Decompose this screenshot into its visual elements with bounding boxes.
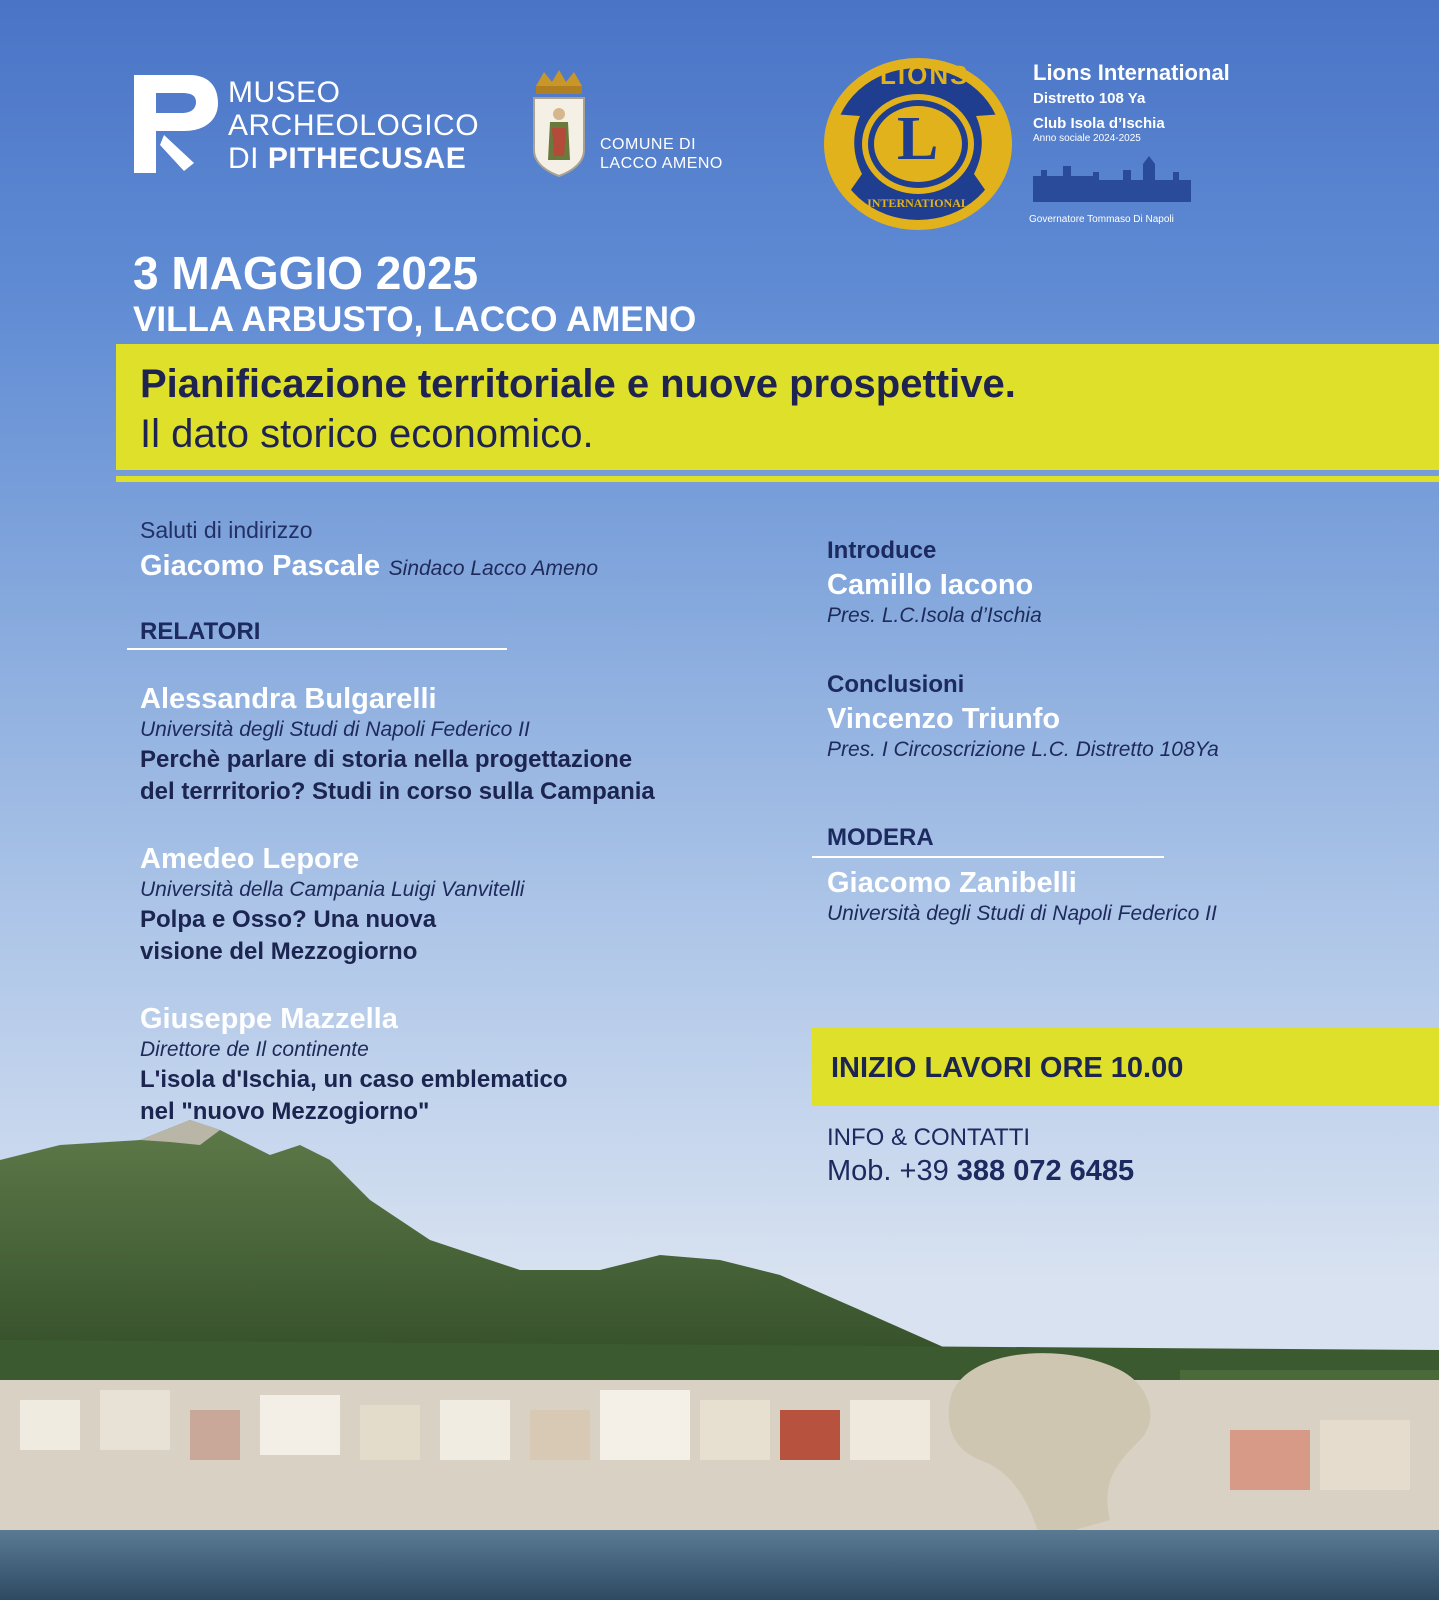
- comune-line2: LACCO AMENO: [600, 155, 723, 172]
- mobile-contact: [827, 1155, 1134, 1188]
- comune-crest-icon: [530, 68, 588, 178]
- lions-emblem-letter: L: [897, 105, 939, 173]
- speaker-talk-line2: del terrritorio? Studi in corso sulla Campania: [140, 778, 655, 805]
- museo-name: [228, 76, 479, 175]
- lions-emblem-bottom-text: INTERNATIONAL: [867, 196, 969, 210]
- museo-line3: DI PITHECUSAE: [228, 142, 467, 175]
- governatore: Governatore Tommaso Di Napoli: [1029, 214, 1174, 225]
- event-title: Pianificazione territoriale e nuove prospettive.: [140, 362, 1016, 406]
- speaker-2: [140, 843, 780, 968]
- event-date: 3 MAGGIO 2025: [133, 247, 479, 299]
- conclusioni-name: Vincenzo Triunfo: [827, 703, 1061, 735]
- modera-role: Università degli Studi di Napoli Federico II: [827, 902, 1217, 925]
- speaker-1: [140, 683, 780, 808]
- conclusioni-role: Pres. I Circoscrizione L.C. Distretto 108Ya: [827, 738, 1219, 761]
- comune-line1: COMUNE DI: [600, 136, 697, 153]
- modera-name: Giacomo Zanibelli: [827, 867, 1077, 899]
- title-band-underline: [116, 476, 1439, 482]
- introduce-label: Introduce: [827, 537, 937, 564]
- speaker-3: [140, 1003, 780, 1128]
- speaker-talk-line1: L'isola d'Ischia, un caso emblematico: [140, 1066, 568, 1093]
- museo-p-logo-icon: [134, 75, 218, 173]
- info-label: INFO & CONTATTI: [827, 1124, 1031, 1151]
- speaker-affiliation: Università della Campania Luigi Vanvitelli: [140, 878, 525, 901]
- event-subtitle: Il dato storico economico.: [140, 412, 594, 456]
- modera-label: MODERA: [827, 824, 934, 851]
- lions-club: Club Isola d’Ischia: [1033, 115, 1165, 132]
- mobile-prefix: Mob. +39: [827, 1155, 957, 1187]
- relatori-label: RELATORI: [140, 618, 261, 645]
- conclusioni-block: [827, 671, 1427, 762]
- speaker-name: Amedeo Lepore: [140, 843, 360, 875]
- museo-line2: ARCHEOLOGICO: [228, 109, 480, 142]
- introduce-role: Pres. L.C.Isola d’Ischia: [827, 604, 1042, 627]
- town-buildings: [0, 1380, 1439, 1530]
- saluti-label: Saluti di indirizzo: [140, 517, 313, 543]
- speaker-name: Giuseppe Mazzella: [140, 1003, 398, 1035]
- relatori-divider: [127, 648, 507, 650]
- comune-name: [600, 135, 723, 173]
- lions-title: Lions International: [1033, 60, 1230, 85]
- lions-emblem-top-text: LIONS: [880, 60, 970, 90]
- lions-club-info: [1033, 60, 1230, 144]
- inizio-lavori: INIZIO LAVORI ORE 10.00: [831, 1052, 1184, 1084]
- speaker-talk-line1: Polpa e Osso? Una nuova: [140, 906, 437, 933]
- conclusioni-label: Conclusioni: [827, 671, 965, 698]
- introduce-name: Camillo Iacono: [827, 569, 1034, 601]
- speaker-affiliation: Università degli Studi di Napoli Federico II: [140, 718, 530, 741]
- speaker-talk-line2: visione del Mezzogiorno: [140, 938, 418, 965]
- modera-block: [827, 867, 1427, 926]
- event-venue: VILLA ARBUSTO, LACCO AMENO: [133, 300, 697, 339]
- lions-distretto: Distretto 108 Ya: [1033, 90, 1146, 107]
- saluti-name: Giacomo Pascale: [140, 550, 381, 582]
- saluti-speaker: [140, 550, 598, 583]
- speaker-talk-line2: nel "nuovo Mezzogiorno": [140, 1098, 430, 1125]
- museo-line1: MUSEO: [228, 76, 341, 109]
- speaker-affiliation: Direttore de Il continente: [140, 1038, 369, 1061]
- speaker-name: Alessandra Bulgarelli: [140, 683, 437, 715]
- mobile-number: 388 072 6485: [956, 1155, 1135, 1187]
- modera-divider: [812, 856, 1164, 858]
- ischia-coast-photo: [0, 1100, 1439, 1600]
- lions-anno: Anno sociale 2024-2025: [1033, 133, 1141, 144]
- castle-icon: [1033, 156, 1191, 202]
- speaker-talk-line1: Perchè parlare di storia nella progettazione: [140, 746, 633, 773]
- saluti-role: Sindaco Lacco Ameno: [388, 557, 598, 580]
- introduce-block: [827, 537, 1427, 628]
